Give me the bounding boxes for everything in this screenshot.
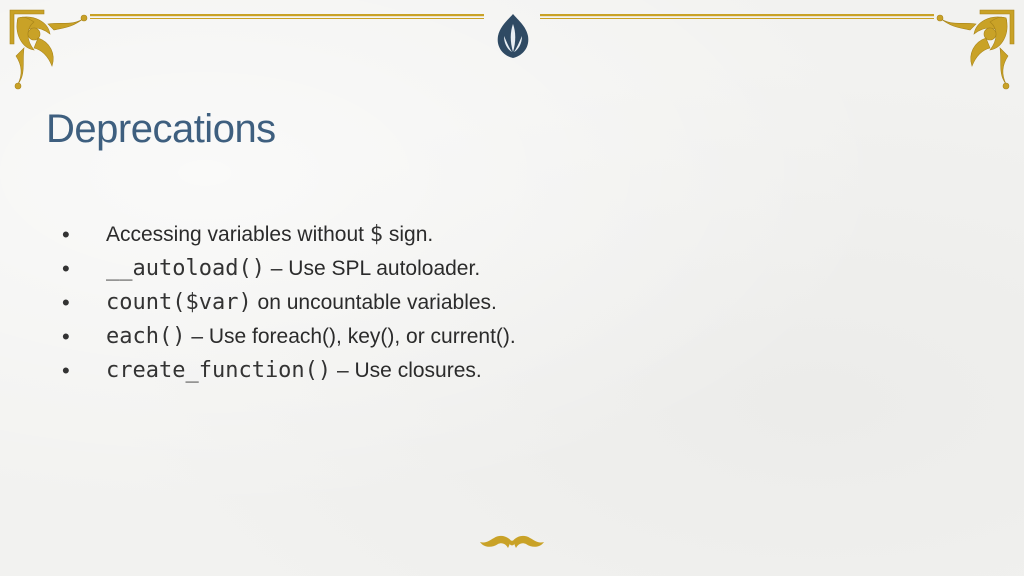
bullet-marker: • (62, 222, 70, 247)
bullet-text: – Use closures. (331, 359, 482, 382)
bullet-marker: • (62, 256, 70, 281)
slide-title: Deprecations (46, 107, 276, 151)
flourish-icon (478, 530, 546, 554)
bullet-code: create_function() (106, 358, 332, 383)
bullet-text: – Use SPL autoloader. (264, 257, 481, 280)
bullet-text: – Use foreach(), key(), or current(). (185, 325, 516, 348)
divider-rule (90, 12, 484, 22)
bullet-code: $ (369, 222, 384, 247)
ornament-corner-icon (936, 4, 1020, 92)
bullet-text: sign. (383, 223, 434, 246)
divider-rule (540, 12, 934, 22)
bullet-marker: • (62, 358, 70, 383)
bullet-text: on uncountable variables. (251, 291, 497, 314)
bullet-marker: • (62, 290, 70, 315)
bullet-code: each() (106, 324, 186, 349)
lotus-emblem-icon (492, 12, 534, 60)
bullet-code: __autoload() (106, 256, 265, 281)
bullet-text: Accessing variables without (106, 223, 370, 246)
ornament-corner-icon (4, 4, 88, 92)
bullet-marker: • (62, 324, 70, 349)
bullet-code: count($var) (106, 290, 252, 315)
